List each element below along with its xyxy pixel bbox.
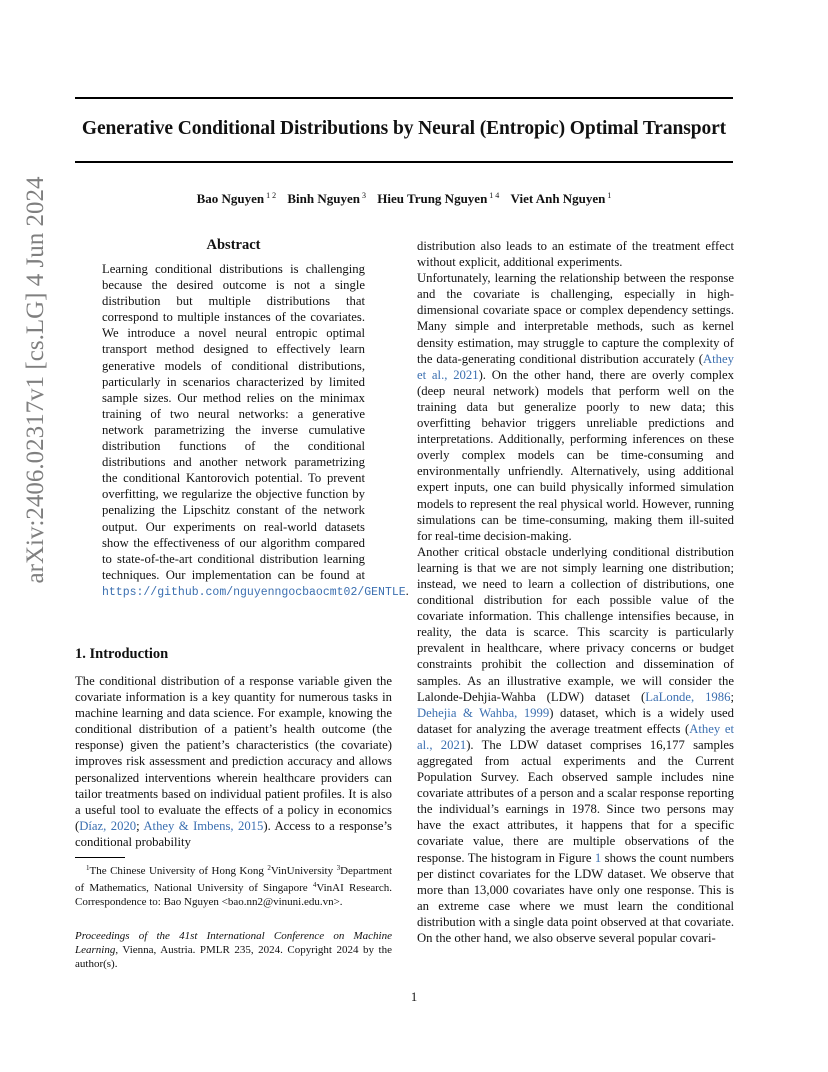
abstract-heading: Abstract	[206, 237, 261, 253]
author: Bao Nguyen $^{1 2}$	[196, 191, 277, 206]
paragraph: Unfortunately, learning the relationship between the response and the covariate is challenging, especially in high-dimensional covariate space or complex dependency settings. Many simple and interpretable methods, such as kernel density estimation, may struggle to capture the complexity of the data-generating conditional distribution accurately (Athey et al., 2021). On the other hand, there are overly complex (deep neural network) models that perform well on the training data but generalize poorly to new data; this overfitting behavior triggers unreliable predictions and interpretations. Additionally, performing inferences on these overly complex models can be time-consuming and environmentally unfriendly. Alternatively, using additional expert inputs, one can build physically informed simulation models to represent the real physical world. However, running simulations can be time-consuming, making them ill-suited for real-time decision-making.	[417, 271, 734, 543]
code-link[interactable]: https://github.com/nguyenngocbaocmt02/GENTLE	[102, 585, 406, 599]
intro-paragraph: The conditional distribution of a response variable given the covariate information is a key quantity for numerous tasks in machine learning and data science. For example, knowing the conditional distribution of a patient’s health outcome (the response) given the patient’s characteristics (the covariate) improves risk assessment and prediction accuracy and allows personalized interventions wherein healthcare providers can tailor treatments based on individual patient profiles. It is also a useful tool to evaluate the effects of a policy in economics (Díaz, 2020; Athey & Imbens, 2015). Access to a response’s conditional probability	[75, 674, 392, 849]
citation-link[interactable]: LaLonde, 1986	[645, 689, 731, 704]
paragraph: Another critical obstacle underlying conditional distribution learning is that we are not simply learning one distribution; instead, we need to learn a collection of distributions, one conditional distribution for each possible value of the covariate information. This challenge intensifies because, in reality, the data is scarce. This scarcity is particularly prevalent in healthcare, where privacy concerns or budget constraints prohibit the collection and dissemination of samples. As an illustrative example, we will consider the Lalonde-Dehjia-Wahba (LDW) dataset (LaLonde, 1986; Dehejia & Wahba, 1999) dataset, which is a widely used dataset for analyzing the average treatment effects (Athey et al., 2021). The LDW dataset comprises 16,177 samples aggregated from actual experiments and the Current Population Survey. Each observed sample includes nine covariate attributes of a person and a scalar response reporting the individual’s earnings in 1978. Since two persons may have the exact attributes, it happens that for a specific covariate value, there are multiple observations of the response. The histogram in Figure 1 shows the count numbers per distinct covariates for the LDW dataset. We observe that more than 13,000 covariates have only one response. This is an extreme case where we must learn the conditional distribution with a single data point observed at that covariate. On the other hand, we also observe several popular covari-	[417, 544, 735, 946]
citation-link[interactable]: Díaz, 2020	[79, 818, 137, 833]
title-rule-top	[75, 97, 733, 99]
citation-link[interactable]: Athey & Imbens, 2015	[143, 818, 264, 833]
figure-reference[interactable]: 1	[594, 850, 602, 865]
arxiv-sidebar	[16, 176, 56, 584]
author: Hieu Trung Nguyen $^{1 4}$	[377, 191, 500, 206]
paragraph: distribution also leads to an estimate of the treatment effect without explicit, additional experiments.	[417, 239, 734, 270]
citation-link[interactable]: Dehejia & Wahba, 1999	[417, 705, 550, 720]
right-column	[417, 238, 734, 946]
author-list	[75, 191, 733, 207]
section-heading-introduction: 1. Introduction	[75, 646, 169, 662]
author: Viet Anh Nguyen $^1$	[510, 191, 612, 206]
proceedings-note: Proceedings of the 41st International Conference on Machine Learning, Vienna, Austria. PMLR 235, 2024. Copyright 2024 by the author(s).	[75, 930, 392, 970]
abstract-body: Learning conditional distributions is challenging because the desired outcome is not a single distribution but multiple distributions that correspond to multiple instances of the covariates. We introduce a novel neural entropic optimal transport method designed to effectively learn generative models of conditional distributions, particularly in scenarios characterized by limited sample sizes. Our method relies on the minimax training of two neural networks: a generative network parametrizing the inverse cumulative distribution functions of the conditional distributions and another network parametrizing the conditional Kantorovich potential. To prevent overfitting, we regularize the objective function by penalizing the Lipschitz constant of the network output. Our experiments on real-world datasets show the effectiveness of our algorithm compared to state-of-the-art conditional distribution learning techniques. Our implementation can be found at https://github.com/nguyenngocbaocmt02/GENTLE.	[102, 262, 409, 599]
page-number: 1	[410, 990, 418, 1004]
citation-link[interactable]: Athey et al., 2021	[417, 351, 734, 382]
footnote-rule	[75, 857, 125, 858]
citation-link[interactable]: Athey et al., 2021	[417, 721, 735, 752]
paper-title: Generative Conditional Distributions by Neural (Entropic) Optimal Transport	[81, 118, 727, 139]
author: Binh Nguyen $^3$	[287, 191, 366, 206]
affiliation-footnote: $^1$The Chinese University of Hong Kong $^2$VinUniversity $^3$Department of Mathematics, National University of Singapore $^4$VinAI Research. Correspondence to: Bao Nguyen <bao.nn2@vinuni.edu.vn>.	[75, 864, 393, 908]
title-rule-bottom	[75, 161, 733, 163]
arxiv-identifier: arXiv:2406.02317v1 [cs.LG] 4 Jun 2024	[22, 176, 49, 584]
